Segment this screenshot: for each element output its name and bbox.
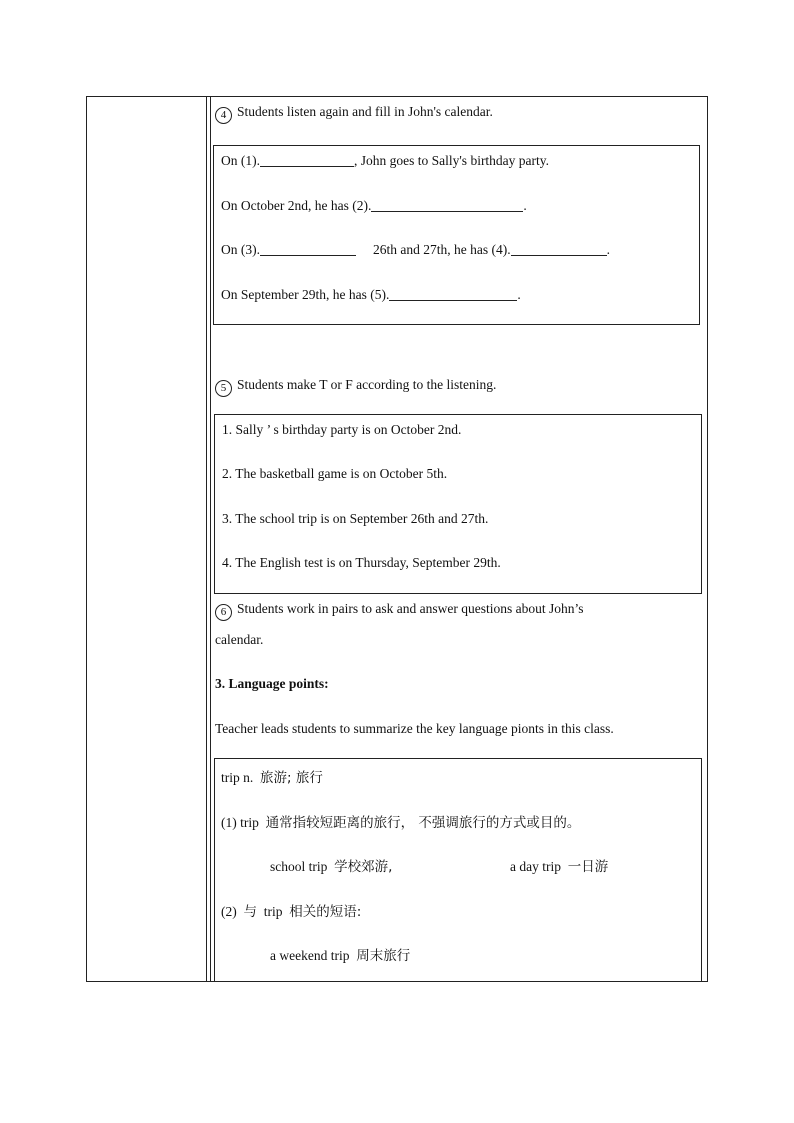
- step-4-number: 4: [215, 107, 232, 124]
- left-column-cell: [87, 97, 207, 981]
- calendar-line-3-end: .: [606, 242, 610, 257]
- trip-example-2-en: a day trip: [510, 859, 561, 874]
- calendar-line-3-mid: 26th and 27th, he has (4).: [373, 242, 511, 257]
- trip-point-1-zh: 通常指较短距离的旅行， 不强调旅行的方式或目的。: [265, 815, 581, 831]
- trip-example-3-zh: 周末旅行: [356, 948, 411, 964]
- trip-example-2-zh: 一日游: [567, 859, 609, 875]
- step-5-text: Students make T or F according to the listening.: [237, 377, 497, 392]
- trip-point-2: [221, 900, 361, 920]
- calendar-line-4-start: On September 29th, he has (5).: [221, 287, 390, 302]
- blank-4[interactable]: [511, 243, 607, 256]
- step-4-text: Students listen again and fill in John's calendar.: [237, 104, 493, 119]
- trip-headword-en: trip n.: [221, 770, 254, 785]
- trip-example-1-en: school trip: [270, 859, 328, 874]
- trip-point-2-zh-a: 与: [243, 904, 257, 920]
- tf-item: 1. Sally ’ s birthday party is on October 2nd.: [222, 422, 462, 437]
- trip-point-1-label: (1) trip: [221, 815, 259, 830]
- trip-point-2-en: trip: [263, 904, 283, 919]
- blank-1[interactable]: [260, 154, 354, 167]
- language-points-heading: 3. Language points:: [215, 676, 329, 691]
- tf-item: 3. The school trip is on September 26th and 27th.: [222, 511, 489, 526]
- trip-example-1: [270, 855, 392, 875]
- step-6-text-cont: calendar.: [215, 632, 264, 647]
- calendar-line-2: [221, 198, 527, 214]
- blank-3[interactable]: [260, 243, 356, 256]
- calendar-line-3-start: On (3).: [221, 242, 260, 257]
- calendar-line-4: [221, 287, 521, 303]
- language-points-intro: Teacher leads students to summarize the key language pionts in this class.: [215, 721, 614, 736]
- trip-point-2-label: (2): [221, 904, 237, 919]
- step-5: [215, 377, 496, 397]
- calendar-line-2-end: .: [523, 198, 527, 213]
- calendar-line-2-start: On October 2nd, he has (2).: [221, 198, 372, 213]
- tf-item: 2. The basketball game is on October 5th.: [222, 466, 448, 481]
- calendar-line-1-end: , John goes to Sally's birthday party.: [354, 153, 550, 168]
- tf-item: 4. The English test is on Thursday, September 29th.: [222, 555, 501, 570]
- blank-5[interactable]: [389, 288, 517, 301]
- column-divider: [210, 97, 211, 981]
- step-5-number: 5: [215, 380, 232, 397]
- trip-example-1-zh: 学校郊游,: [334, 859, 393, 875]
- trip-example-2: [510, 855, 608, 875]
- step-6-text: Students work in pairs to ask and answer questions about John’s: [237, 601, 584, 616]
- blank-2[interactable]: [371, 199, 523, 212]
- calendar-line-1-start: On (1).: [221, 153, 260, 168]
- trip-example-3-en: a weekend trip: [270, 948, 350, 963]
- trip-point-1: [221, 811, 580, 831]
- step-6: [215, 601, 583, 621]
- trip-headword: [221, 766, 323, 786]
- calendar-line-1: [221, 153, 549, 169]
- step-6-number: 6: [215, 604, 232, 621]
- trip-example-3: [270, 944, 410, 964]
- trip-headword-zh: 旅游; 旅行: [260, 770, 323, 786]
- calendar-line-3: [221, 242, 610, 258]
- trip-point-2-zh-b: 相关的短语:: [289, 904, 362, 920]
- step-4: [215, 104, 493, 124]
- calendar-line-4-end: .: [517, 287, 521, 302]
